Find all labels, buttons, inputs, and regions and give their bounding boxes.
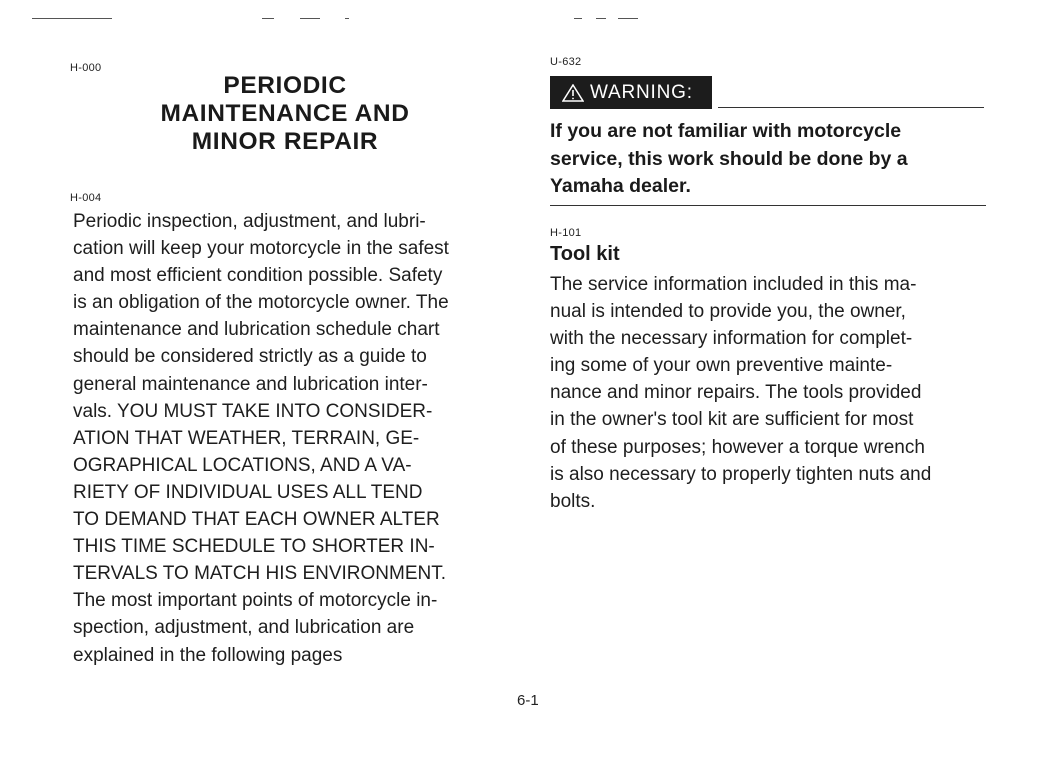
section-heading: Tool kit [550, 243, 620, 265]
paragraph-line: ing some of your own preventive mainte- [550, 355, 893, 377]
paragraph-line: TERVALS TO MATCH HIS ENVIRONMENT. [73, 563, 447, 585]
paragraph-line: and most efficient condition possible. Safety [73, 265, 443, 287]
warning-line: If you are not familiar with motorcycle [550, 120, 902, 142]
section-code-intro: H-004 [70, 192, 102, 204]
page-title [120, 72, 450, 156]
paragraph-line: nance and minor repairs. The tools provided [550, 382, 922, 404]
paragraph-line: vals. YOU MUST TAKE INTO CONSIDER- [73, 400, 433, 422]
paragraph-line: cation will keep your motorcycle in the safest [73, 238, 449, 260]
paragraph-line: ATION THAT WEATHER, TERRAIN, GE- [73, 427, 420, 449]
paragraph-line: of these purposes; however a torque wrench [550, 436, 925, 458]
paragraph-line: TO DEMAND THAT EACH OWNER ALTER [73, 509, 440, 531]
intro-paragraph [73, 208, 511, 669]
paragraph-line: The service information included in this ma- [550, 274, 917, 295]
warning-line: Yamaha dealer. [550, 175, 691, 197]
divider [550, 205, 986, 206]
paragraph-line: nual is intended to provide you, the owner, [550, 301, 906, 323]
paragraph-line: in the owner's tool kit are sufficient for most [550, 409, 914, 431]
warning-label: WARNING: [590, 82, 693, 103]
paragraph-line: bolts. [550, 490, 596, 512]
warning-badge [550, 76, 712, 109]
paragraph-line: OGRAPHICAL LOCATIONS, AND A VA- [73, 454, 412, 476]
divider [718, 107, 984, 108]
paragraph-line: THIS TIME SCHEDULE TO SHORTER IN- [73, 536, 435, 558]
paragraph-line: spection, adjustment, and lubrication are [73, 617, 415, 639]
paragraph-line: explained in the following pages [73, 644, 343, 666]
title-line: MINOR REPAIR [191, 128, 379, 155]
warning-message [550, 118, 990, 201]
paragraph-line: Periodic inspection, adjustment, and lubri- [73, 211, 426, 232]
section-code-toolkit: H-101 [550, 227, 582, 239]
page-number: 6-1 [517, 692, 539, 709]
warning-triangle-icon [562, 83, 588, 103]
paragraph-line: is an obligation of the motorcycle owner. The [73, 292, 449, 314]
paragraph-line: should be considered strictly as a guide to [73, 346, 427, 368]
paragraph-line: The most important points of motorcycle in- [73, 590, 438, 612]
paragraph-line: maintenance and lubrication schedule chart [73, 319, 440, 341]
paragraph-line: RIETY OF INDIVIDUAL USES ALL TEND [73, 481, 423, 503]
paragraph-line: general maintenance and lubrication inter- [73, 373, 428, 395]
scan-edge-marks [0, 18, 1050, 24]
paragraph-line: with the necessary information for complet- [550, 328, 913, 350]
toolkit-paragraph [550, 271, 990, 515]
title-line: PERIODIC [223, 72, 347, 99]
section-code-top: H-000 [70, 62, 102, 74]
warning-line: service, this work should be done by a [550, 147, 908, 170]
section-code-warning: U-632 [550, 56, 582, 68]
paragraph-line: is also necessary to properly tighten nuts and [550, 463, 932, 485]
title-line: MAINTENANCE AND [160, 100, 410, 127]
